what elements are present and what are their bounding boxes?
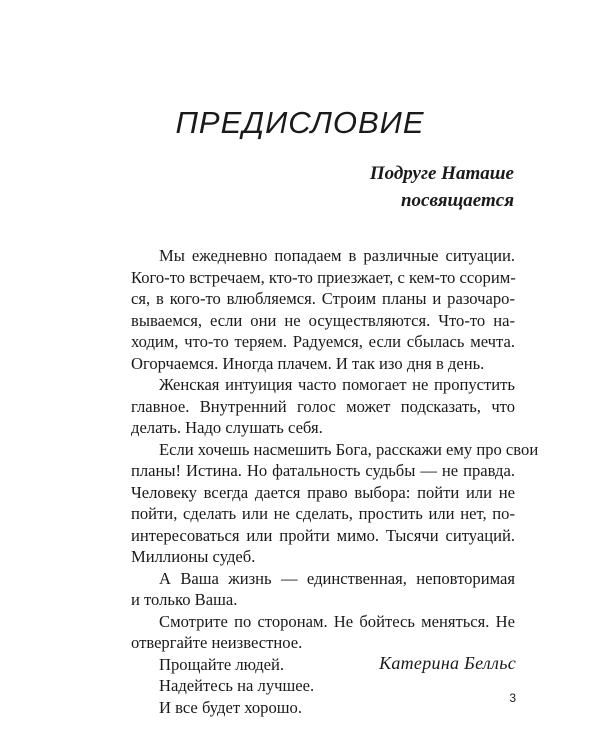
text-line: Женская интуиция часто помогает не пропустить [159,375,515,394]
author-signature: Катерина Белльс [379,653,516,673]
text-line: делать. Надо слушать себя. [131,418,323,437]
paragraph [103,245,515,374]
paragraph [103,697,515,719]
text-line: пойти, сделать или не сделать, простить или нет, по- [131,504,515,523]
text-line: планы! Истина. Но фатальность судьбы — не правда. [131,461,515,480]
text-line: главное. Внутренний голос может подсказать, что [131,396,515,416]
text-line: Человеку всегда дается право выбора: пойти или не [131,482,515,502]
paragraph [103,439,539,568]
text-line: Смотрите по сторонам. Не бойтесь меняться. Не [159,611,515,631]
text-line: интересоваться или пройти мимо. Тысячи ситуаций. [131,525,515,545]
text-line: А Ваша жизнь — единственная, неповторимая [159,568,515,588]
text-line: Если хочешь насмешить Бога, расскажи ему про свои [159,439,539,459]
page-number: 3 [509,691,516,705]
text-line: Огорчаемся. Иногда плачем. И так изо дня в день. [131,353,485,373]
paragraph [103,611,515,654]
text-line: ся, в кого-то влюбляемся. Строим планы и разочаро- [131,289,515,308]
body-text [103,245,539,718]
text-line: отвергайте неизвестное. [131,633,303,652]
text-line: Прощайте людей. [159,654,285,674]
paragraph [103,568,515,611]
dedication [370,160,514,214]
text-line: ходим, что-то теряем. Радуемся, если сбылась мечта. [131,332,515,351]
text-line: Миллионы судеб. [131,547,256,566]
dedication-line: посвящается [400,190,514,211]
paragraph [103,675,515,697]
chapter-heading: ПРЕДИСЛОВИЕ [175,105,425,140]
dedication-line: Подруге Наташе [369,163,514,184]
text-line: вываемся, если они не осуществляются. Что-то на- [131,310,515,330]
paragraph [103,374,515,439]
text-line: и только Ваша. [131,590,238,609]
text-line: Надейтесь на лучшее. [159,676,315,695]
text-line: И все будет хорошо. [159,697,302,717]
text-line: Мы ежедневно попадаем в различные ситуации. [159,246,515,265]
text-line: Кого-то встречаем, кто-то приезжает, с кем-то ссорим- [131,267,516,287]
